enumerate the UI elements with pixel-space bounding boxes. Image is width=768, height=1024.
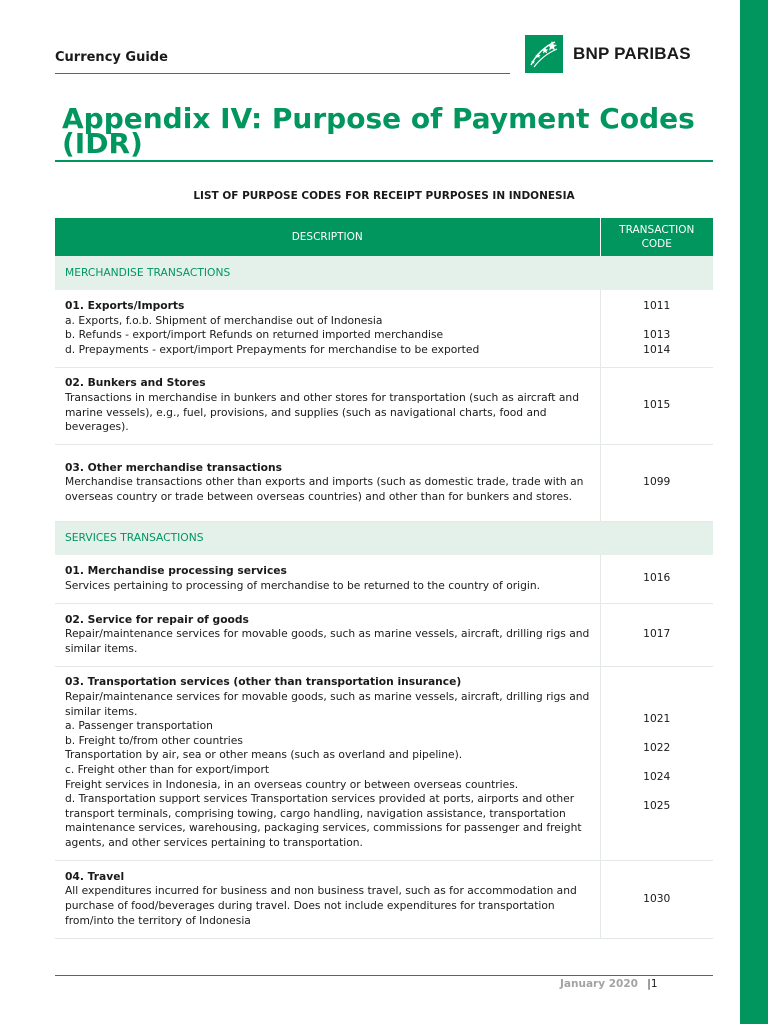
- transaction-code: 1015: [643, 398, 671, 412]
- item-description: [55, 290, 600, 367]
- table-subtitle: LIST OF PURPOSE CODES FOR RECEIPT PURPOSES IN INDONESIA: [193, 190, 575, 202]
- section-title: MERCHANDISE TRANSACTIONS: [55, 256, 713, 290]
- side-accent-bar: [740, 0, 768, 1024]
- item-codes: [600, 666, 713, 860]
- item-codes: [600, 555, 713, 603]
- footer-separator: |: [647, 978, 651, 990]
- table-row: [55, 860, 713, 938]
- section-title: SERVICES TRANSACTIONS: [55, 521, 713, 555]
- transaction-code: 1030: [643, 891, 671, 905]
- transaction-code: 1024: [643, 770, 671, 784]
- item-codes: [600, 603, 713, 666]
- transaction-code: 1013: [643, 328, 671, 342]
- item-title: 03. Transportation services (other than transportation insurance): [65, 675, 462, 689]
- page-number: 1: [650, 978, 658, 990]
- item-title: 04. Travel: [65, 869, 125, 883]
- item-text: Repair/maintenance services for movable goods, such as marine vessels, aircraft, drilling rigs and similar items.: [65, 627, 590, 655]
- table-row: [55, 603, 713, 666]
- item-description: [55, 666, 600, 860]
- footer-date: January 2020: [560, 978, 638, 990]
- transaction-code: 1025: [643, 799, 671, 813]
- item-text: a. Exports, f.o.b. Shipment of merchandise out of Indonesia b. Refunds - export/import Refunds on returned imported merchandise d. Prepayments - export/import Prepayments for merchandise to be exported: [65, 313, 480, 356]
- table-row: [55, 666, 713, 860]
- transaction-code: 1016: [643, 571, 671, 585]
- transaction-code: 1014: [643, 342, 671, 356]
- table-row: [55, 290, 713, 367]
- transaction-code: [601, 727, 714, 742]
- item-codes: [600, 444, 713, 521]
- page-title: Appendix IV: Purpose of Payment Codes (IDR): [62, 102, 695, 160]
- column-header-code-label: TRANSACTION CODE: [619, 224, 695, 250]
- table-header-row: [55, 218, 713, 256]
- table-row: [55, 444, 713, 521]
- item-text: All expenditures incurred for business and non business travel, such as for accommodation and purchase of food/beverages during travel. Does not include expenditures for transportation from/into the territory of Indonesia: [65, 884, 577, 927]
- transaction-code: 1022: [643, 741, 671, 755]
- title-divider: [55, 160, 713, 162]
- item-title: 01. Merchandise processing services: [65, 564, 287, 578]
- item-description: [55, 555, 600, 603]
- item-text: Services pertaining to processing of merchandise to be returned to the country of origin.: [65, 578, 541, 592]
- item-codes: [600, 367, 713, 444]
- item-text: Transactions in merchandise in bunkers and other stores for transportation (such as aircraft and marine vessels), e.g., fuel, provisions, and supplies (such as navigational charts, food and beverages).: [65, 390, 579, 434]
- purpose-codes-table: [55, 218, 713, 939]
- transaction-code: 1099: [643, 475, 671, 489]
- section-row-merchandise: [55, 256, 713, 290]
- section-row-services: [55, 521, 713, 555]
- transaction-code: [601, 756, 714, 771]
- column-header-transaction-code: [600, 218, 713, 256]
- transaction-code: [601, 785, 714, 800]
- header-label: Currency Guide: [55, 50, 168, 65]
- transaction-code: [601, 314, 714, 329]
- item-text: Repair/maintenance services for movable goods, such as marine vessels, aircraft, drilling rigs and similar items. a. Passenger transportation b. Freight to/from other countries Transportation by air, sea or other means (such as overland and pipeline). c. Freight other than for export/import Freight services in Indonesia, in an overseas country or between overseas countries. d. Transportation support services Transportation services provided at ports, airports and other transport terminals, comprising towing, cargo handling, navigation assistance, transportation maintenance services, warehousing, packaging services, commissions for passenger and freight agents, and other services pertaining to transportation.: [65, 690, 590, 849]
- item-description: [55, 367, 600, 444]
- transaction-code: 1011: [643, 299, 671, 313]
- brand-name: BNP PARIBAS: [573, 44, 691, 63]
- item-description: [55, 603, 600, 666]
- column-header-description: DESCRIPTION: [55, 218, 600, 256]
- item-description: [55, 444, 600, 521]
- item-codes: [600, 860, 713, 938]
- item-title: 02. Service for repair of goods: [65, 612, 249, 626]
- transaction-code: 1021: [643, 711, 671, 725]
- stars-logo-icon: [525, 35, 563, 73]
- header-divider: [55, 73, 510, 74]
- table-row: [55, 555, 713, 603]
- brand-logo: [525, 35, 691, 73]
- item-title: 02. Bunkers and Stores: [65, 376, 206, 390]
- footer-divider: [55, 975, 713, 976]
- item-title: 01. Exports/Imports: [65, 299, 185, 313]
- item-description: [55, 860, 600, 938]
- transaction-code: 1017: [643, 627, 671, 641]
- page-footer: [560, 978, 658, 990]
- item-codes: [600, 290, 713, 367]
- item-text: Merchandise transactions other than exports and imports (such as domestic trade, trade with an overseas country or trade between overseas countries) and other than for bunkers and stores.: [65, 475, 584, 503]
- item-title: 03. Other merchandise transactions: [65, 460, 282, 474]
- table-row: [55, 367, 713, 444]
